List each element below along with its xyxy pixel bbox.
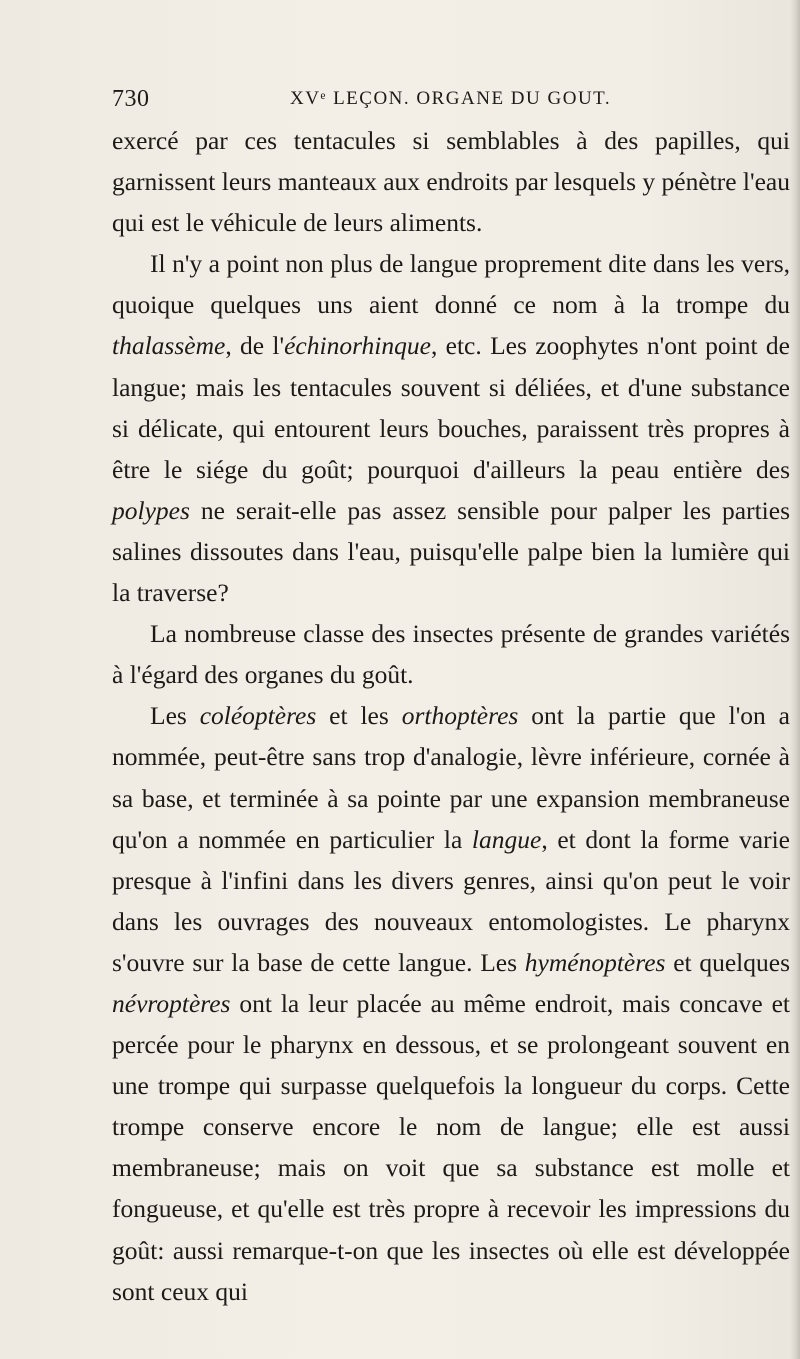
text-run: et les	[316, 701, 402, 731]
italic-term: langue	[471, 824, 542, 854]
paragraph	[112, 613, 790, 695]
text-run: La nombreuse classe des insectes présente de grandes variétés à l'égard des organes du goût.	[112, 619, 790, 690]
text-run: Les	[150, 701, 200, 731]
paragraph	[112, 120, 790, 243]
text-run: ont la partie que l'on a nommée, peut-être sans trop d'analogie, lèvre inférieure, cornée à sa base, et terminée à sa pointe par une expansion membraneuse qu'on a nommée en particulier la	[112, 701, 790, 854]
text-run: , et dont la forme varie presque à l'infini dans les divers genres, ainsi qu'on peut le voir dans les ouvrages des nouveaux entomologistes. Le pharynx s'ouvre sur la base de cette langue. Les	[112, 824, 790, 977]
italic-term: orthoptères	[401, 701, 519, 731]
text-run: ont la leur placée au même endroit, mais concave et percée pour le pharynx en dessous, et se prolongeant souvent en une trompe qui surpasse quelquefois la longueur du corps. Cette trompe conserve encore le nom de langue; elle est aussi membraneuse; mais on voit que sa substance est molle et fongueuse, et qu'elle est très propre à recevoir les impressions du goût: aussi remarque-t-on que les insectes où elle est développée sont ceux qui	[112, 988, 790, 1306]
running-head: XVᵉ LEÇON. ORGANE DU GOUT.	[290, 88, 612, 109]
page-edge-shadow	[790, 0, 800, 1359]
page-header	[112, 82, 732, 116]
paragraph	[112, 695, 790, 1311]
text-run: , etc. Les zoophytes n'ont point de langue; mais les tentacules souvent si déliées, et d'une substance si délicate, qui entourent leurs bouches, paraissent très propres à être le siége du goût; pourquoi d'ailleurs la peau entière des	[112, 331, 790, 484]
italic-term: coléoptères	[199, 701, 317, 731]
italic-term: thalassème	[112, 331, 226, 361]
italic-term: hyménoptères	[524, 947, 666, 977]
text-run: Il n'y a point non plus de langue proprement dite dans les vers, quoique quelques uns aient donné ce nom à la trompe du	[112, 249, 790, 320]
body-text	[112, 120, 790, 1312]
text-run: ne serait-elle pas assez sensible pour palper les parties salines dissoutes dans l'eau, puisqu'elle palpe bien la lumière qui la traverse?	[112, 495, 790, 608]
page-number: 730	[112, 86, 150, 112]
italic-term: échinorhinque	[284, 331, 431, 361]
italic-term: polypes	[112, 495, 190, 525]
italic-term: névroptères	[112, 988, 231, 1018]
text-run: exercé par ces tentacules si semblables à des papilles, qui garnissent leurs manteaux aux endroits par lesquels y pénètre l'eau qui est le véhicule de leurs aliments.	[112, 126, 790, 238]
text-run: , de l'	[225, 331, 285, 361]
text-run: et quelques	[665, 947, 790, 977]
paragraph	[112, 243, 790, 613]
